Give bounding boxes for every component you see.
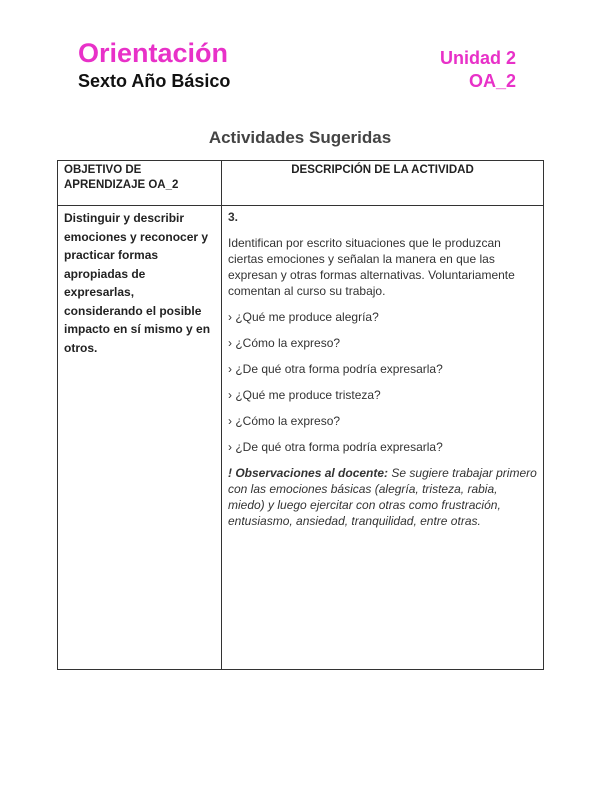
grade-level: Sexto Año Básico (78, 71, 231, 91)
page-header (78, 38, 516, 98)
question-list (228, 309, 537, 455)
teacher-note-text: Se sugiere trabajar primero con las emociones básicas (alegría, tristeza, rabia, miedo) y luego ejercitar con otras como frustración, entusiasmo, ansiedad, tranquilidad, entre otras. (228, 466, 537, 528)
teacher-note-label: ! Observaciones al docente: (228, 466, 389, 480)
subject-title: Orientación (78, 38, 229, 68)
question-item: › ¿Cómo la expreso? (228, 336, 341, 350)
objective-column-header: OBJETIVO DE APRENDIZAJE OA_2 (58, 161, 222, 206)
learning-objective: Distinguir y describir emociones y reconocer y practicar formas apropiadas de expresarlas, considerando el posible impacto en sí mismo y en otros. (58, 206, 222, 670)
activity-number: 3. (228, 210, 239, 224)
question-item: › ¿De qué otra forma podría expresarla? (228, 440, 443, 454)
activity-description: Identifican por escrito situaciones que le produzcan ciertas emociones y señalan la manera en que las expresan y otras formas alternativas. Voluntariamente comentan al curso su trabajo. (228, 236, 515, 298)
description-column-header: DESCRIPCIÓN DE LA ACTIVIDAD (222, 161, 544, 206)
teacher-note (228, 465, 537, 529)
question-item: › ¿Qué me produce tristeza? (228, 388, 381, 402)
section-title: Actividades Sugeridas (208, 128, 392, 147)
unit-label: Unidad 2 (439, 48, 516, 68)
question-item: › ¿De qué otra forma podría expresarla? (228, 362, 443, 376)
question-item: › ¿Qué me produce alegría? (228, 310, 379, 324)
table-row (58, 206, 544, 670)
table-header-row (58, 161, 544, 206)
activity-table (57, 160, 544, 670)
activity-description-cell (222, 206, 544, 670)
oa-label: OA_2 (468, 71, 516, 91)
question-item: › ¿Cómo la expreso? (228, 414, 341, 428)
